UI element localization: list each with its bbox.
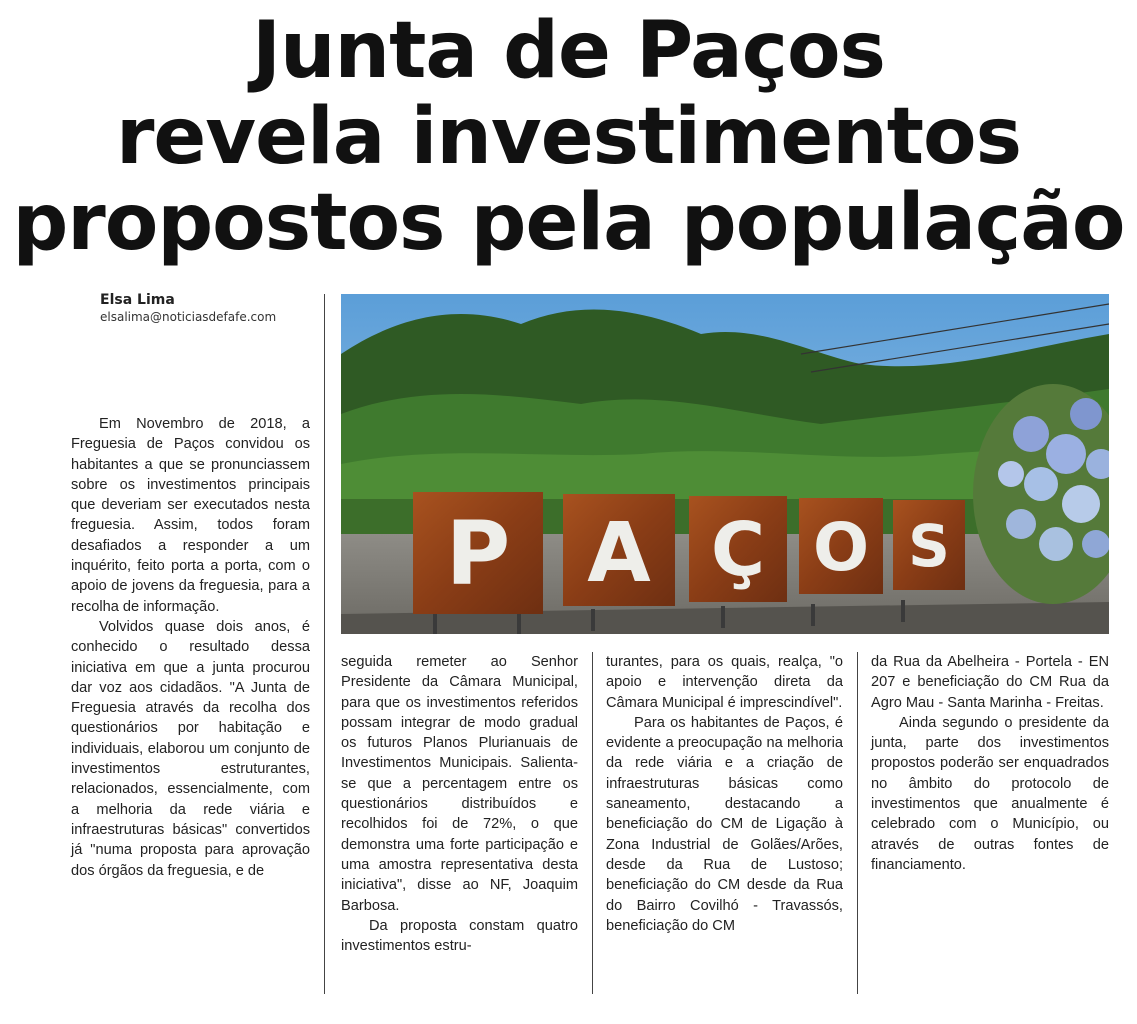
headline-line-2: revela investimentos xyxy=(115,92,1022,182)
paragraph-6: Para os habitantes de Paços, é evidente a preocupação na melhoria da rede viária e a criação de infraestruturas básicas como saneamento, destacando a beneficiação do CM de Ligação à Zona Industrial de Golães/Arões, desde da Rua de Lustoso; beneficiação do CM desde da Rua do Bairro Covilhó - Travassós, beneficiação do CM xyxy=(606,714,843,934)
byline xyxy=(100,292,276,324)
article-column-4 xyxy=(871,652,1109,875)
article-photo xyxy=(341,294,1109,634)
svg-text:Ç: Ç xyxy=(710,507,766,593)
author-name: Elsa Lima xyxy=(100,292,175,308)
author-email: elsalima@noticiasdefafe.com xyxy=(100,310,277,324)
article-column-3 xyxy=(606,652,843,936)
article-column-2 xyxy=(341,652,578,956)
article-headline xyxy=(0,8,1137,266)
article-column-1 xyxy=(71,414,310,881)
column-divider-2 xyxy=(592,652,593,994)
svg-text:A: A xyxy=(587,506,651,601)
svg-text:O: O xyxy=(812,509,870,586)
paragraph-2: Volvidos quase dois anos, é conhecido o resultado dessa iniciativa em que a junta procurou dar voz aos cidadãos. "A Junta de Freguesia através da recolha dos questionários por habitação e individuais, elaborou um conjunto de investimentos estruturantes, relacionados, essencialmente, com a melhoria da rede viária e infraestruturas básicas" convertidos já "numa proposta para aprovação dos órgãos da freguesia, e de xyxy=(71,618,310,879)
headline-line-1: Junta de Paços xyxy=(251,6,885,96)
paragraph-3: seguida remeter ao Senhor Presidente da Câmara Municipal, para que os investimentos referidos possam integrar de modo gradual os futuros Planos Plurianuais de Investimentos Municipais. Salienta-se que a percentagem entre os questionários distribuídos e recolhidos foi de 72%, o que demonstra uma forte participação e uma amostra representativa desta iniciativa", disse ao NF, Joaquim Barbosa. xyxy=(341,654,578,914)
svg-text:P: P xyxy=(445,502,511,605)
paragraph-5: turantes, para os quais, realça, "o apoio e intervenção direta da Câmara Municipal é imprescindível". xyxy=(606,654,843,711)
paragraph-8: Ainda segundo o presidente da junta, parte dos investimentos propostos poderão ser enquadrados no âmbito do protocolo de investimentos que anualmente é celebrado com o Município, ou através de outras fontes de financiamento. xyxy=(871,714,1109,873)
paragraph-1: Em Novembro de 2018, a Freguesia de Paços convidou os habitantes a que se pronunciassem sobre os investimentos principais que deveriam ser executados nesta freguesia. Assim, todos foram desafiados a responder a um inquérito, feito porta a porta, com o apoio de jovens da freguesia, para a recolha de informação. xyxy=(71,416,310,615)
svg-text:S: S xyxy=(908,512,950,580)
paragraph-7: da Rua da Abelheira - Portela - EN 207 e beneficiação do CM Rua da Agro Mau - Santa Marinha - Freitas. xyxy=(871,654,1109,711)
paragraph-4: Da proposta constam quatro investimentos estru- xyxy=(341,917,578,955)
headline-line-3: propostos pela população xyxy=(12,178,1125,268)
column-divider-3 xyxy=(857,652,858,994)
column-divider-1 xyxy=(324,294,325,994)
